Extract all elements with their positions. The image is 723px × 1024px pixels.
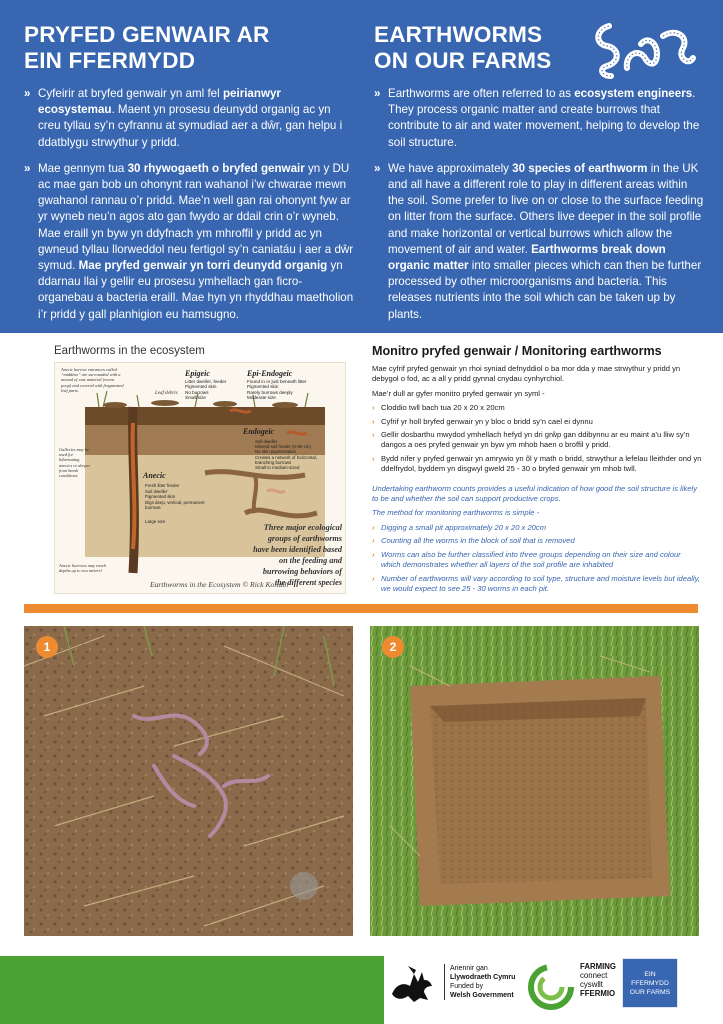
label-epi-endogeic: Epi-Endogeic xyxy=(247,369,293,378)
welsh-title-line1: PRYFED GENWAIR AR xyxy=(24,22,270,47)
anecic-traits xyxy=(145,483,207,525)
text: EIN FFERMYDD xyxy=(631,970,669,987)
photo-earthworms-on-soil xyxy=(24,626,353,936)
note-middens: Anecic burrow entrances called “middens” are surrounded with a mound of cast material (worm poop) and covered with fragmented leaf parts. xyxy=(61,367,124,393)
english-paragraph-1 xyxy=(374,86,704,151)
list-item xyxy=(372,417,702,427)
note-galleries: Galleries may be used for hibernating anecics or deeper from harsh conditions. xyxy=(59,447,91,479)
chevron-icon: » xyxy=(374,87,381,100)
note-burrow-depth: Anecic burrows may reach depths up to two meters! xyxy=(59,563,106,574)
list-item xyxy=(372,574,702,595)
list-item xyxy=(372,454,702,475)
label-anecic: Anecic xyxy=(143,471,166,480)
chevron-icon: » xyxy=(374,161,381,175)
chevron-icon: › xyxy=(372,549,375,559)
farming-connect-logo-icon xyxy=(526,962,576,1012)
text: FARMING xyxy=(580,962,616,971)
text: into smaller pieces which can then be further processed by other microorganisms and bacteria. This releases nutrients into the soil which can be taken up by plants. xyxy=(388,259,702,321)
chevron-icon: » xyxy=(24,161,31,175)
text: Cyfeirir at bryfed genwair yn aml fel xyxy=(38,87,223,100)
monitoring-section xyxy=(372,344,702,597)
trait: Rarely burrows deeply xyxy=(247,389,293,395)
list-item-text: Gellir dosbarthu mwydod ymhellach hefyd yn dri grŵp gan ddibynnu ar eu maint a’u lliw sy’n dangos a oes pryfed genwair yn byw ym mhob haen o broffil y pridd. xyxy=(381,430,690,450)
list-item-text: Counting all the worms in the block of soil that is removed xyxy=(381,536,575,546)
text: Llywodraeth Cymru xyxy=(450,974,516,981)
ecosystem-credit: Earthworms in the Ecosystem © Rick Kollath xyxy=(150,580,289,589)
endogeic-traits xyxy=(255,439,325,470)
trait: Creates a network of horizontal, branching burrows xyxy=(255,454,317,465)
welsh-paragraph-1 xyxy=(24,86,354,151)
chevron-icon: › xyxy=(372,522,375,532)
list-item xyxy=(372,536,702,546)
soil-pit-photo-image xyxy=(370,626,699,936)
text: yn y DU ac mae gan bob un ohonynt ran wahanol i’w chwarae mewn gwahanol rannau o’r pridd. Mae’n well gan rai ohonynt fyw ar yr wyneb neu’n agos ato gan fwydo ar ddail crin o’r wyneb. Mae eraill yn byw yn ddyfnach ym mhroffil y pridd ac yn gwneud tyllau llorweddol neu fertigol sy’n caniatáu i aer a dŵr symud. xyxy=(38,161,354,273)
bold-text: 30 species of earthworm xyxy=(512,161,648,175)
welsh-title-line2: EIN FFERMYDD xyxy=(24,48,196,73)
list-item-text: Bydd nifer y pryfed genwair yn amrywio yn ôl y math o bridd, strwythur a lefelau lleithder ond yn ddelfrydol, byddem yn disgwyl gweld 25 - 30 o bryfed genwair ym mhob twll. xyxy=(381,453,702,474)
welsh-paragraph-2 xyxy=(24,161,354,323)
bold-text: Earthworms break down organic matter xyxy=(388,242,666,273)
orange-divider xyxy=(24,604,698,613)
welsh-column xyxy=(24,22,354,333)
trait: No skin pigmentation xyxy=(255,449,297,455)
trait: Digs deep, vertical, permanent burrows xyxy=(145,499,205,511)
bold-text: 30 rhywogaeth o bryfed genwair xyxy=(127,161,305,175)
monitoring-title: Monitro pryfed genwair / Monitoring earthworms xyxy=(372,344,662,358)
trait: Fresh litter feeder xyxy=(145,483,180,488)
header-panel xyxy=(0,0,723,333)
list-item xyxy=(372,403,702,413)
trait: No burrows xyxy=(185,389,209,395)
earthworm-logo-icon xyxy=(591,18,697,82)
chevron-icon: › xyxy=(372,403,375,413)
text: FFERMIO xyxy=(580,989,616,998)
text: connect xyxy=(580,971,608,980)
bold-text: ecosystem engineers xyxy=(574,87,693,100)
trait: Small size xyxy=(185,395,206,401)
list-item xyxy=(372,523,702,533)
photo-number-badge: 2 xyxy=(382,636,404,658)
photo-number-badge: 1 xyxy=(36,636,58,658)
trait: Moderate size xyxy=(247,395,276,401)
photo-soil-pit xyxy=(370,626,699,936)
english-title-line1: EARTHWORMS xyxy=(374,22,543,47)
english-paragraph-2 xyxy=(374,161,704,323)
english-title-line2: ON OUR FARMS xyxy=(374,48,552,73)
text: Funded by xyxy=(450,983,484,990)
list-item-text: Worms can also be further classified into three groups depending on their size and colour which demonstrates whether all layers of the soil profile are inhabited xyxy=(381,549,681,570)
list-item-text: Digging a small pit approximately 20 x 20 x 20cm xyxy=(381,522,547,532)
epigeic-traits xyxy=(185,379,226,401)
chevron-icon: › xyxy=(372,536,375,546)
trait: Pigmented skin xyxy=(185,384,217,390)
chevron-icon: › xyxy=(372,453,375,463)
bold-text: Mae pryfed genwair yn torri deunydd organig xyxy=(78,259,328,273)
ecosystem-caption: Three major ecological groups of earthworms have been identified based on the feeding and burrowing behaviors of the different species xyxy=(253,523,342,587)
trait: Large size xyxy=(145,518,166,524)
trait: Pigmented skin xyxy=(247,384,279,390)
chevron-icon: › xyxy=(372,430,375,440)
epi-endogeic-traits xyxy=(247,379,307,401)
trait: Small to medium-sized xyxy=(255,465,300,471)
chevron-icon: › xyxy=(372,573,375,583)
text: . Maent yn prosesu deunydd organig ac yn creu tyllau sy’n cyfrannu at symudiad aer a dŵr, gan helpu i ddatblygu strwythur y pridd. xyxy=(38,103,343,149)
label-endogeic: Endogeic xyxy=(243,427,275,436)
trait: Soil dweller xyxy=(145,488,168,494)
text: . They process organic matter and create burrows that contribute to air and water movement, helping to develop the soil structure. xyxy=(388,87,700,149)
text: OUR FARMS xyxy=(629,988,671,996)
list-item xyxy=(372,430,702,451)
chevron-icon: » xyxy=(24,87,31,100)
farming-connect-text xyxy=(580,962,616,998)
monitoring-method-cy: Mae’r dull ar gyfer monitro pryfed genwair yn syml - xyxy=(372,388,545,398)
bold-text: peirianwyr ecosystemau xyxy=(38,87,281,117)
welsh-dragon-icon xyxy=(388,960,436,1006)
trait: Pigmented skin xyxy=(145,494,176,500)
trait: Soil dweller xyxy=(255,439,278,444)
ecosystem-title: Earthworms in the ecosystem xyxy=(54,345,205,357)
note-leaf-debris: Leaf debris xyxy=(155,391,178,396)
label-epigeic: Epigeic xyxy=(185,369,210,378)
text: Mae gennym tua xyxy=(38,161,128,175)
chevron-icon: › xyxy=(372,416,375,426)
trait: Found in or just beneath litter xyxy=(247,379,307,384)
welsh-title xyxy=(24,22,354,74)
monitoring-intro-en: Undertaking earthworm counts provides a useful indication of how good the soil structure is likely to be and whether the soil can support productive crops. xyxy=(372,483,698,504)
welsh-government-text xyxy=(444,964,515,1000)
text: Earthworms are often referred to as xyxy=(388,87,575,100)
text: We have approximately xyxy=(388,161,513,175)
text: yn ddarnau llai y gellir eu prosesu ymhellach gan ficro-organebau a bacteria eraill. Mae hyn yn rhyddhau maetholion i’r pridd y gall planhigion eu hamsugno. xyxy=(38,259,354,321)
our-farms-badge xyxy=(622,958,678,1008)
footer-bar xyxy=(0,956,723,1024)
earthworm-photo-image xyxy=(24,626,353,936)
footer-logo-panel xyxy=(384,956,723,1024)
list-item-text: Cyfrif yr holl bryfed genwair yn y bloc o bridd sy’n cael ei dynnu xyxy=(381,416,593,426)
trait: Mineral soil feeder (0-50 cm) xyxy=(255,444,311,450)
list-item-text: Number of earthworms will vary according to soil type, structure and moisture levels but ideally, we would expect to see 25 - 30 worms in each pit. xyxy=(381,573,700,593)
trait: Litter dweller, feeder xyxy=(185,379,227,384)
monitoring-intro-cy: Mae cyfrif pryfed genwair yn rhoi syniad defnyddiol o ba mor dda y mae strwythur y pridd yn debygol o fod, ac a all y pridd gynnal cnydau cynhyrchiol. xyxy=(372,364,681,384)
list-item-text: Cloddio twll bach tua 20 x 20 x 20cm xyxy=(381,403,505,413)
text: Ariennir gan xyxy=(450,965,488,972)
text: in the UK and all have a different role to play in different areas within the soil. Some prefer to live on or close to the surface feeding on litter from the surface. Others live deeper in the soil profile and make horizontal or vertical burrows which allow the movement of air and water. xyxy=(388,161,704,256)
text: Welsh Government xyxy=(450,992,514,999)
monitoring-method-en: The method for monitoring earthworms is simple - xyxy=(372,508,540,518)
list-item xyxy=(372,550,702,571)
text: cyswllt xyxy=(580,980,603,989)
